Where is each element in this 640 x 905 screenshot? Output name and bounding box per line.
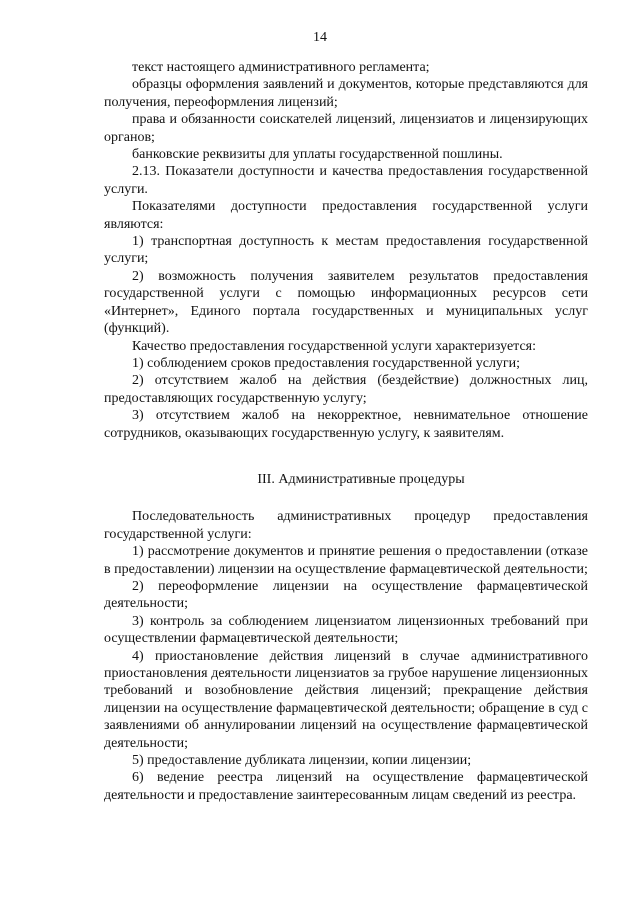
paragraph: 1) транспортная доступность к местам предоставления государственной услуги; (104, 234, 588, 267)
paragraph: 2) переоформление лицензии на осуществление фармацевтической деятельности; (104, 578, 588, 612)
paragraph: 2) отсутствием жалоб на действия (бездействие) должностных лиц, предоставляющих государственную услугу; (104, 373, 588, 406)
paragraph: 4) приостановление действия лицензий в случае административного приостановления деятельности лицензиатов за грубое нарушение лицензионных требований и возобновление действия лицензий; прекращение действия лицензии на осуществление фармацевтической деятельности; обращение в суд с заявлениями об аннулировании лицензий на осуществление фармацевтической деятельности; (104, 648, 588, 751)
paragraph: 6) ведение реестра лицензий на осуществление фармацевтической деятельности и предоставление заинтересованным лицам сведений из реестра. (104, 770, 588, 803)
paragraph: 3) контроль за соблюдением лицензиатом лицензионных требований при осуществлении фармацевтической деятельности; (104, 613, 588, 647)
paragraph: Показателями доступности предоставления государственной услуги являются: (104, 199, 588, 232)
paragraph: текст настоящего административного регламента; (132, 60, 430, 75)
paragraph: 2) возможность получения заявителем результатов предоставления государственной услуги с помощью информационных ресурсов сети «Интернет», Единого портала государственных и муниципальных услуг (функций). (104, 268, 588, 337)
paragraph: 2.13. Показатели доступности и качества предоставления государственной услуги. (104, 164, 588, 197)
section-heading: III. Административные процедуры (257, 471, 465, 487)
paragraph: образцы оформления заявлений и документов, которые представляются для получения, переоформления лицензий; (104, 77, 588, 110)
paragraph: 1) соблюдением сроков предоставления государственной услуги; (132, 355, 521, 371)
paragraph: права и обязанности соискателей лицензий, лицензиатов и лицензирующих органов; (104, 112, 588, 145)
paragraph: Последовательность административных процедур предоставления государственной услуги: (104, 509, 588, 542)
paragraph: 5) предоставление дубликата лицензии, копии лицензии; (132, 753, 472, 769)
paragraph: 3) отсутствием жалоб на некорректное, невнимательное отношение сотрудников, оказывающих государственную услугу, к заявителям. (104, 408, 588, 441)
document-body (104, 59, 588, 804)
paragraph: банковские реквизиты для уплаты государственной пошлины. (132, 147, 503, 163)
paragraph: Качество предоставления государственной услуги характеризуется: (132, 338, 537, 354)
paragraph: 1) рассмотрение документов и принятие решения о предоставлении (отказе в предоставлении) лицензии на осуществление фармацевтической деятельности; (104, 544, 588, 577)
page-number: 14 (313, 30, 327, 45)
